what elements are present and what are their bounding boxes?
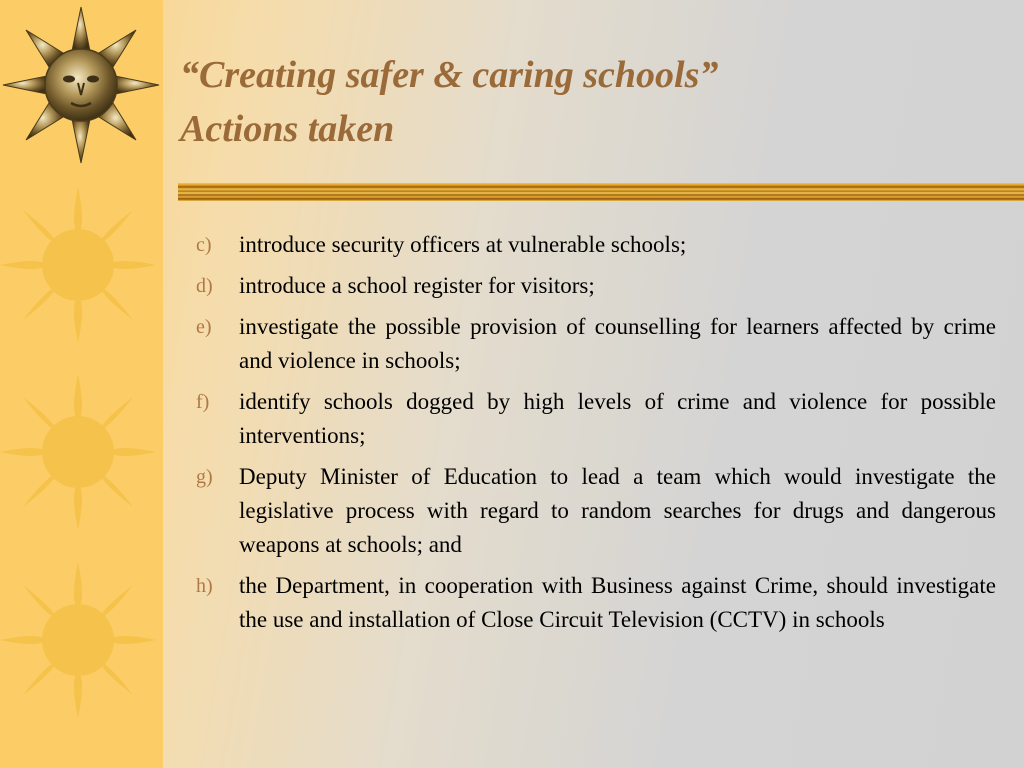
list-marker: c) bbox=[196, 234, 212, 256]
sun-icon bbox=[0, 187, 156, 343]
left-decorative-band bbox=[0, 0, 163, 768]
list-item-text: Deputy Minister of Education to lead a team which would investigate the legislative process with regard to random searches for drugs and dangerous weapons at schools; and bbox=[239, 464, 996, 557]
action-list bbox=[196, 228, 996, 644]
list-marker: e) bbox=[196, 316, 212, 338]
list-marker: g) bbox=[196, 466, 213, 488]
list-marker: f) bbox=[196, 391, 210, 413]
sun-decorations bbox=[0, 0, 163, 768]
list-item-text: the Department, in cooperation with Business against Crime, should investigate the use and installation of Close Circuit Television (CCTV) in schools bbox=[239, 573, 996, 632]
title-divider bbox=[178, 183, 1024, 201]
list-marker: d) bbox=[196, 275, 213, 297]
slide-title bbox=[180, 48, 718, 156]
slide-title-line1: “Creating safer & caring schools” bbox=[180, 54, 719, 96]
sun-icon bbox=[0, 562, 156, 718]
list-item bbox=[196, 310, 996, 378]
sun-icon bbox=[0, 374, 156, 530]
list-item bbox=[196, 269, 996, 303]
list-marker: h) bbox=[196, 575, 213, 597]
list-item-text: investigate the possible provision of counselling for learners affected by crime and violence in schools; bbox=[239, 314, 996, 373]
list-item-text: introduce a school register for visitors; bbox=[239, 273, 595, 298]
list-item bbox=[196, 385, 996, 453]
metal-sun-icon bbox=[3, 7, 159, 163]
list-item bbox=[196, 569, 996, 637]
list-item bbox=[196, 228, 996, 262]
list-item bbox=[196, 460, 996, 562]
list-item-text: introduce security officers at vulnerable schools; bbox=[239, 232, 687, 257]
slide-title-line2: Actions taken bbox=[180, 108, 395, 150]
list-item-text: identify schools dogged by high levels of crime and violence for possible interventions; bbox=[239, 389, 996, 448]
